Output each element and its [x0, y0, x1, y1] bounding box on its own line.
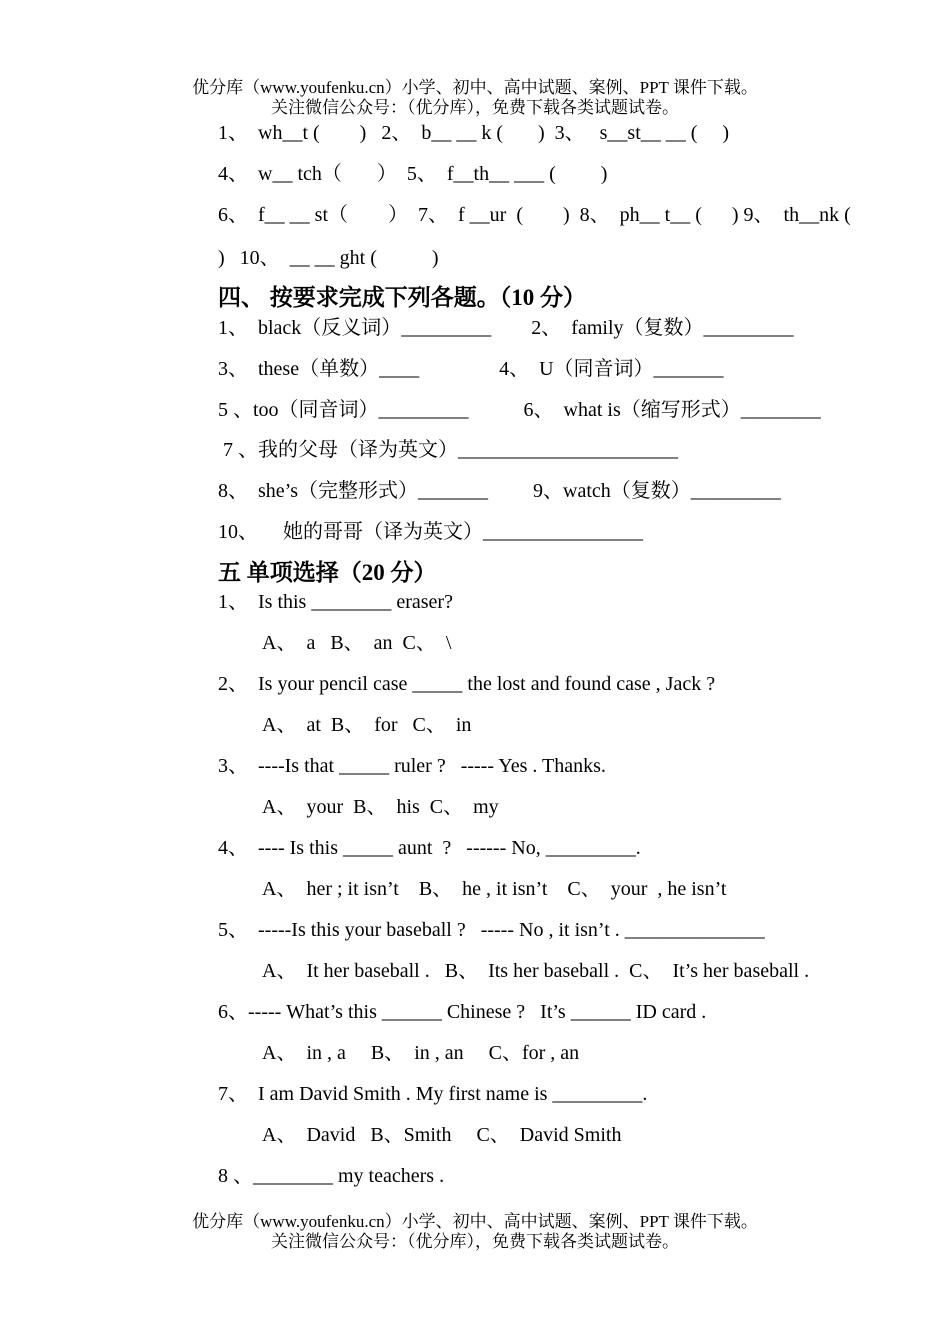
question-line: 3、 ----Is that _____ ruler ? ----- Yes . Thanks.	[218, 755, 606, 777]
section-5-heading: 五 单项选择（20 分）	[218, 560, 437, 585]
option-line: A、 It her baseball . B、 Its her baseball . C、 It’s her baseball .	[262, 960, 810, 982]
option-line: A、 in , a B、 in , an C、for , an	[262, 1042, 580, 1064]
option-line: A、 your B、 his C、 my	[262, 796, 499, 818]
question-line: ) 10、 __ __ ght ( )	[218, 247, 439, 269]
question-line: 1、 black（反义词）_________ 2、 family（复数）_________	[218, 317, 794, 339]
question-line: 2、 Is your pencil case _____ the lost and found case , Jack ?	[218, 673, 716, 695]
header-line-1: 优分库（www.youfenku.cn）小学、初中、高中试题、案例、PPT 课件下载。	[192, 78, 758, 97]
question-line: 6、 f__ __ st（ ） 7、 f __ur ( ) 8、 ph__ t__ ( ) 9、 th__nk (	[218, 204, 851, 226]
section-4-heading: 四、 按要求完成下列各题。（10 分）	[218, 285, 586, 310]
question-line: 5、 -----Is this your baseball ? ----- No , it isn’t . ______________	[218, 919, 765, 941]
footer-line-2: 关注微信公众号：（优分库），免费下载各类试题试卷。	[271, 1232, 679, 1251]
question-line: 8、 she’s（完整形式）_______ 9、watch（复数）_________	[218, 480, 781, 502]
question-line: 7 、我的父母（译为英文）______________________	[218, 439, 678, 461]
option-line: A、 a B、 an C、 \	[262, 632, 452, 654]
question-line: 7、 I am David Smith . My first name is _________.	[218, 1083, 648, 1105]
question-line: 6、----- What’s this ______ Chinese ? It’s ______ ID card .	[218, 1001, 707, 1023]
question-line: 1、 Is this ________ eraser?	[218, 591, 453, 613]
question-line: 3、 these（单数）____ 4、 U（同音词）_______	[218, 358, 724, 380]
question-line: 4、 w__ tch（ ） 5、 f__th__ ___ ( )	[218, 163, 608, 185]
question-line: 4、 ---- Is this _____ aunt ? ------ No, _________.	[218, 837, 641, 859]
question-line: 1、 wh__t ( ) 2、 b__ __ k ( ) 3、 s__st__ __ ( )	[218, 122, 730, 144]
question-line: 8 、________ my teachers .	[218, 1165, 445, 1187]
footer-line-1: 优分库（www.youfenku.cn）小学、初中、高中试题、案例、PPT 课件下载。	[192, 1212, 758, 1231]
option-line: A、 David B、Smith C、 David Smith	[262, 1124, 622, 1146]
header-line-2: 关注微信公众号：（优分库），免费下载各类试题试卷。	[271, 98, 679, 117]
option-line: A、 her ; it isn’t B、 he , it isn’t C、 your , he isn’t	[262, 878, 727, 900]
question-line: 10、 她的哥哥（译为英文）________________	[218, 521, 643, 543]
option-line: A、 at B、 for C、 in	[262, 714, 472, 736]
question-line: 5 、too（同音词）_________ 6、 what is（缩写形式）________	[218, 399, 821, 421]
